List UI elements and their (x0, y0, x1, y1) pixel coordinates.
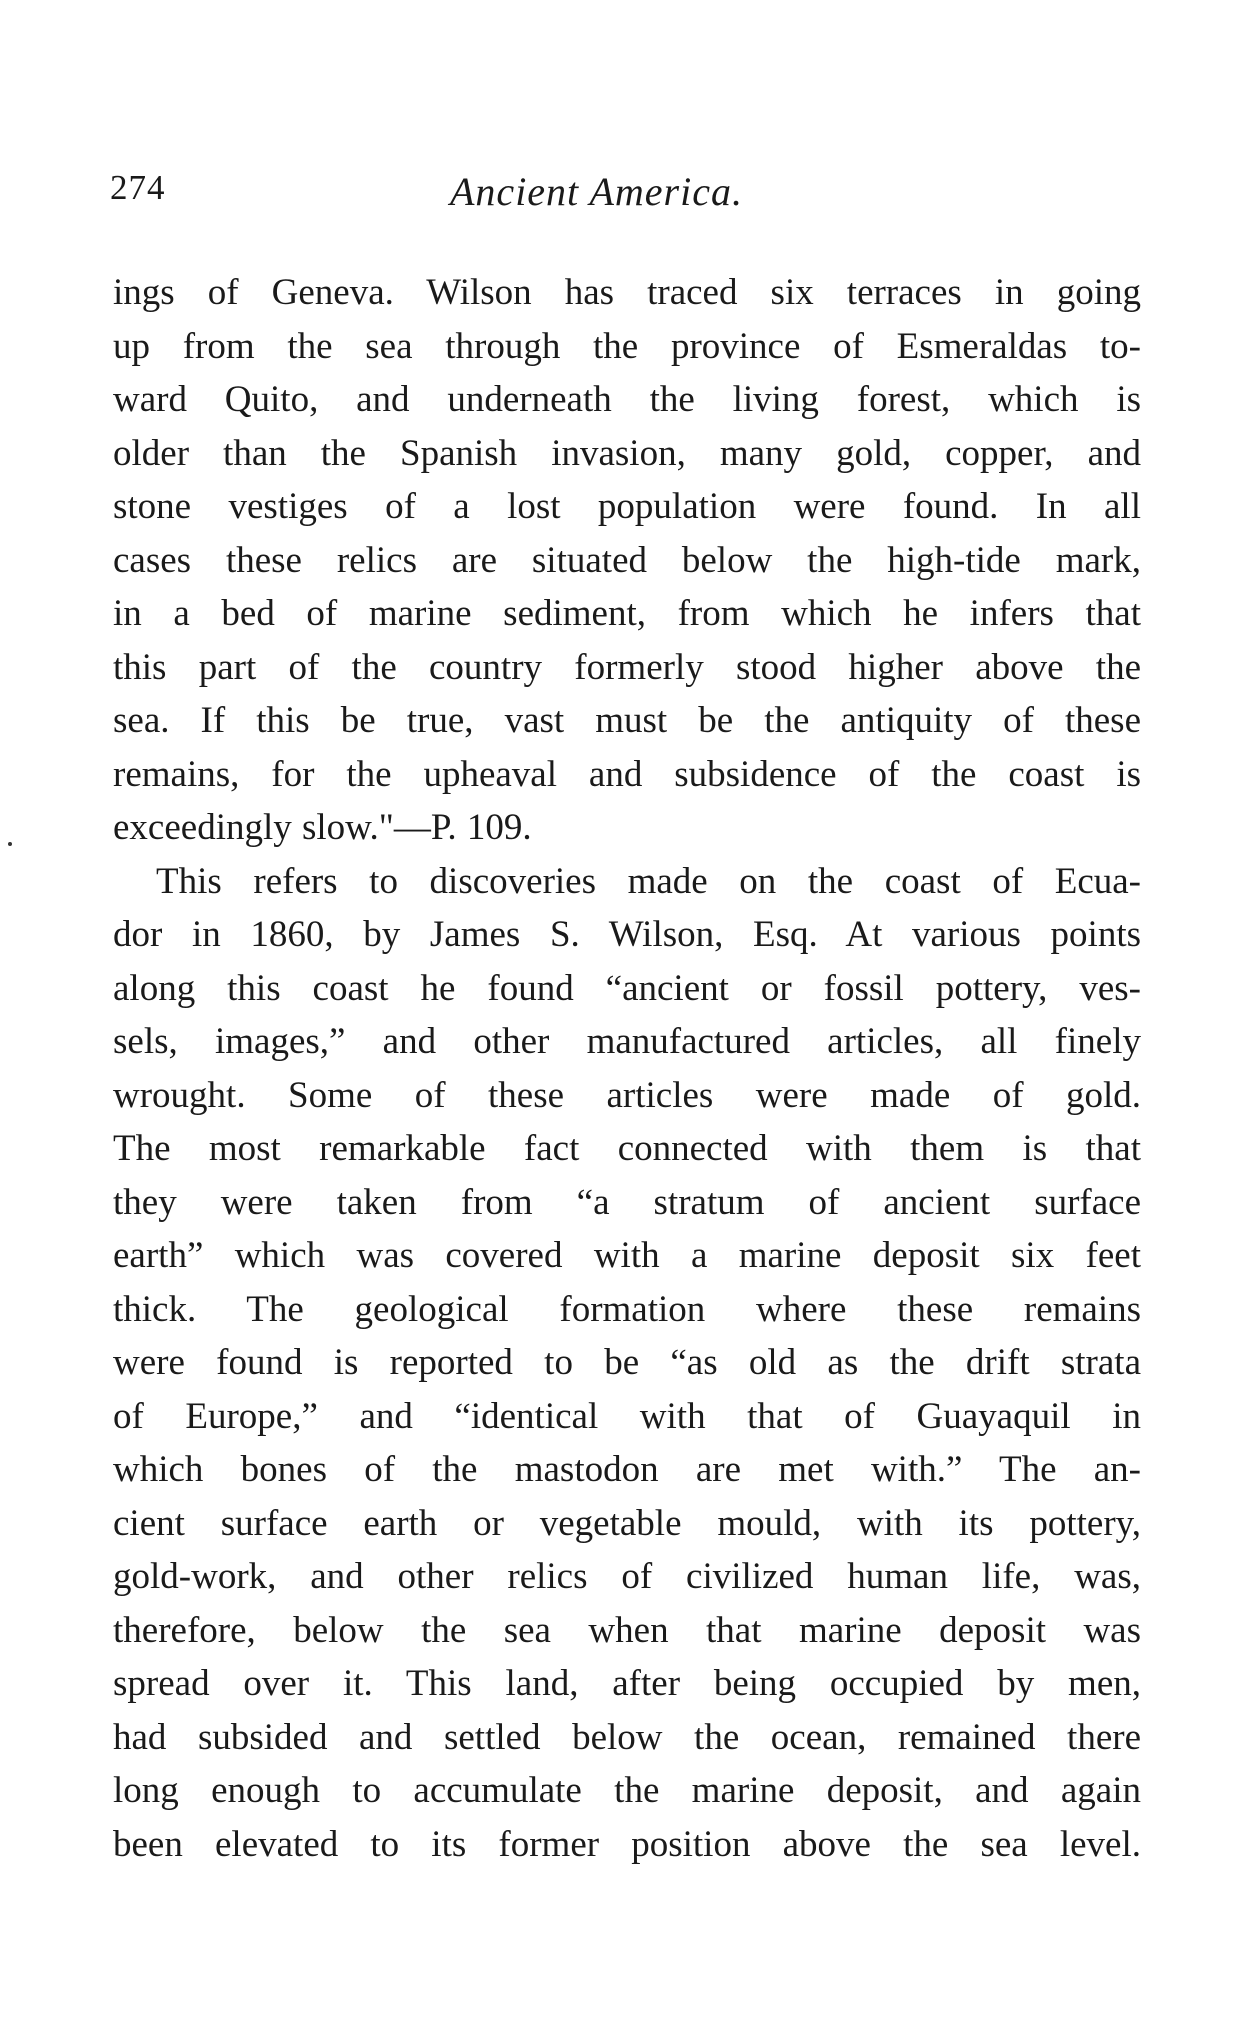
text-line: they were taken from “a stratum of ancient surface (113, 1181, 1141, 1223)
text-line: which bones of the mastodon are met with.” The an- (113, 1449, 1141, 1490)
text-line: therefore, below the sea when that marine deposit was (113, 1609, 1141, 1651)
text-line: been elevated to its former position above the sea level. (113, 1823, 1141, 1865)
text-line: in a bed of marine sediment, from which he infers that (113, 593, 1141, 634)
text-line: stone vestiges of a lost population were found. In all (113, 486, 1141, 527)
text-line: This refers to discoveries made on the coast of Ecua- (156, 860, 1141, 902)
text-line: spread over it. This land, after being occupied by men, (113, 1663, 1141, 1704)
text-line: wrought. Some of these articles were made of gold. (113, 1074, 1141, 1116)
text-line: ward Quito, and underneath the living forest, which is (113, 379, 1141, 420)
body-text (113, 266, 1141, 1871)
paragraph-discoveries (113, 855, 1141, 1872)
page-header (110, 168, 1140, 228)
text-line: The most remarkable fact connected with them is that (113, 1128, 1141, 1169)
text-line: sea. If this be true, vast must be the antiquity of these (113, 700, 1141, 741)
running-title: Ancient America. (450, 169, 743, 214)
text-line: ings of Geneva. Wilson has traced six terraces in going (113, 272, 1141, 313)
text-line: exceedingly slow."—P. 109. (113, 807, 532, 848)
text-line: were found is reported to be “as old as the drift strata (113, 1342, 1141, 1383)
page-number: 274 (110, 168, 166, 207)
text-line: along this coast he found “ancient or fossil pottery, ves- (113, 967, 1141, 1009)
text-line: cient surface earth or vegetable mould, with its pottery, (113, 1502, 1141, 1544)
paragraph-continuation (113, 266, 1141, 855)
text-line: older than the Spanish invasion, many gold, copper, and (113, 432, 1141, 474)
margin-mark (8, 842, 12, 846)
text-line: had subsided and settled below the ocean, remained there (113, 1716, 1141, 1758)
text-line: this part of the country formerly stood higher above the (113, 646, 1141, 688)
text-line: long enough to accumulate the marine deposit, and again (113, 1770, 1141, 1811)
text-line: gold-work, and other relics of civilized human life, was, (113, 1556, 1141, 1597)
text-line: thick. The geological formation where these remains (113, 1288, 1141, 1330)
text-line: sels, images,” and other manufactured articles, all finely (113, 1021, 1141, 1062)
text-line: remains, for the upheaval and subsidence of the coast is (113, 753, 1141, 795)
text-line: cases these relics are situated below the high-tide mark, (113, 539, 1141, 581)
text-line: of Europe,” and “identical with that of Guayaquil in (113, 1395, 1141, 1437)
text-line: up from the sea through the province of Esmeraldas to- (113, 325, 1141, 367)
text-line: earth” which was covered with a marine deposit six feet (113, 1235, 1141, 1276)
text-line: dor in 1860, by James S. Wilson, Esq. At various points (113, 914, 1141, 955)
